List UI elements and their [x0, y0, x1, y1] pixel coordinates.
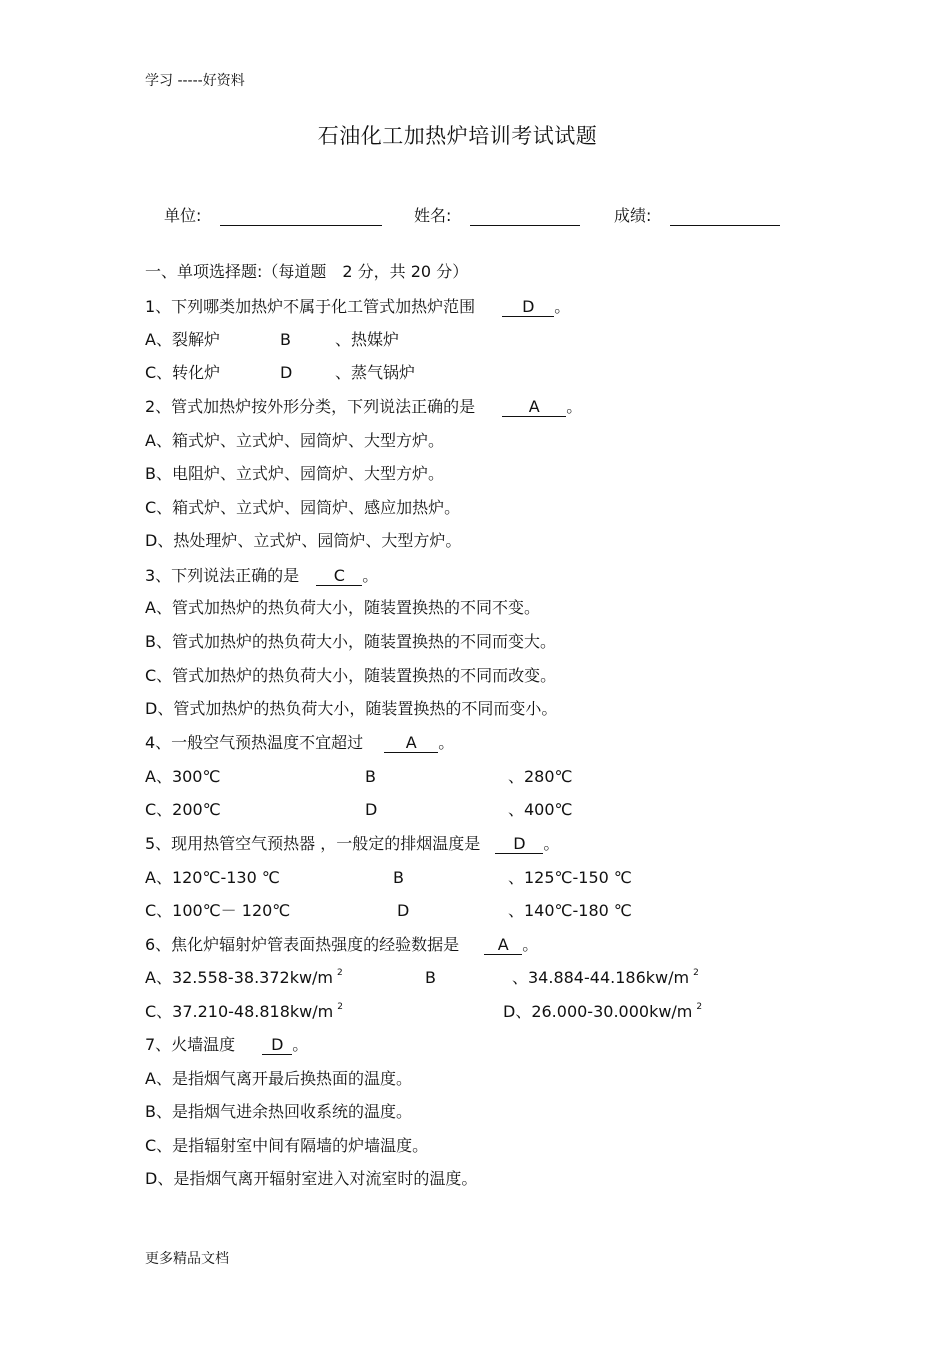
option-b-letter: B — [425, 968, 436, 987]
superscript: 2 — [337, 1002, 343, 1012]
superscript: 2 — [693, 968, 699, 978]
option-b: 、280℃ — [508, 767, 573, 786]
option-d: D、管式加热炉的热负荷大小，随装置换热的不同而变小。 — [145, 699, 558, 718]
question-stem: 1、下列哪类加热炉不属于化工管式加热炉范围 — [145, 297, 476, 316]
superscript: 2 — [337, 968, 343, 978]
unit-label: 单位: — [164, 206, 202, 225]
option-d: 、140℃-180 ℃ — [508, 901, 632, 920]
unit-field[interactable] — [220, 206, 382, 226]
option-c: C、37.210-48.818kw/m $^2$ — [145, 1002, 343, 1021]
question-tail: 。 — [522, 935, 539, 954]
option-d: D、是指烟气离开辐射室进入对流室时的温度。 — [145, 1169, 478, 1188]
option-a: A、是指烟气离开最后换热面的温度。 — [145, 1069, 412, 1088]
question-tail: 。 — [543, 834, 560, 853]
option-b-letter: B — [365, 767, 376, 786]
superscript: 2 — [696, 1002, 703, 1012]
option-d-letter: D — [365, 800, 378, 819]
question-stem: 3、下列说法正确的是 — [145, 566, 300, 585]
option-b: 、125℃-150 ℃ — [508, 868, 632, 887]
score-label: 成绩: — [614, 206, 652, 225]
question-3 — [145, 566, 378, 586]
question-1 — [145, 297, 570, 317]
option-d: D、热处理炉、立式炉、园筒炉、大型方炉。 — [145, 531, 462, 550]
question-tail: 。 — [292, 1035, 309, 1054]
option-b: B、是指烟气进余热回收系统的温度。 — [145, 1102, 412, 1121]
option-b: B、管式加热炉的热负荷大小，随装置换热的不同而变大。 — [145, 632, 556, 651]
option-c: C、转化炉 — [145, 363, 221, 382]
option-a: A、300℃ — [145, 767, 221, 786]
option-b-letter: B — [280, 330, 291, 349]
section-heading: 一、单项选择题:（每道题 2 分，共 20 分） — [145, 262, 469, 281]
answer-blank: A — [484, 935, 522, 955]
question-4 — [145, 733, 454, 753]
option-a: A、32.558-38.372kw/m $^2$ — [145, 968, 343, 987]
answer-blank: A — [384, 733, 438, 753]
question-tail: 。 — [438, 733, 455, 752]
option-c: C、箱式炉、立式炉、园筒炉、感应加热炉。 — [145, 498, 461, 517]
option-b-letter: B — [393, 868, 404, 887]
question-2 — [145, 397, 582, 417]
question-stem: 7、火墙温度 — [145, 1035, 236, 1054]
option-a: A、箱式炉、立式炉、园筒炉、大型方炉。 — [145, 431, 444, 450]
question-5 — [145, 834, 559, 854]
question-tail: 。 — [362, 566, 379, 585]
option-d: D、26.000-30.000kw/m $^2$ — [503, 1002, 703, 1021]
option-d: 、蒸气锅炉 — [335, 363, 416, 382]
option-c: C、是指辐射室中间有隔墙的炉墙温度。 — [145, 1136, 429, 1155]
option-b: 、热媒炉 — [335, 330, 400, 349]
question-7 — [145, 1035, 308, 1055]
answer-blank: D — [502, 297, 554, 317]
question-tail: 。 — [566, 397, 583, 416]
option-b: B、电阻炉、立式炉、园筒炉、大型方炉。 — [145, 464, 444, 483]
option-c: C、管式加热炉的热负荷大小，随装置换热的不同而改变。 — [145, 666, 557, 685]
answer-blank: D — [262, 1035, 292, 1055]
answer-blank: C — [316, 566, 362, 586]
option-c: C、200℃ — [145, 800, 221, 819]
name-label: 姓名: — [414, 206, 452, 225]
question-tail: 。 — [554, 297, 571, 316]
score-field[interactable] — [670, 206, 780, 226]
option-a: A、120℃-130 ℃ — [145, 868, 280, 887]
page-footer: 更多精品文档 — [145, 1251, 229, 1267]
option-b: 、34.884-44.186kw/m $^2$ — [512, 968, 699, 987]
question-stem: 2、管式加热炉按外形分类，下列说法正确的是 — [145, 397, 476, 416]
option-d-letter: D — [280, 363, 293, 382]
name-field[interactable] — [470, 206, 580, 226]
option-a: A、裂解炉 — [145, 330, 220, 349]
question-stem: 4、一般空气预热温度不宜超过 — [145, 733, 364, 752]
answer-blank: D — [495, 834, 543, 854]
option-a: A、管式加热炉的热负荷大小，随装置换热的不同不变。 — [145, 598, 540, 617]
page-header: 学习 -----好资料 — [145, 73, 245, 89]
answer-blank: A — [502, 397, 566, 417]
option-d: 、400℃ — [508, 800, 573, 819]
question-stem: 5、现用热管空气预热器 ，一般定的排烟温度是 — [145, 834, 481, 853]
page-title: 石油化工加热炉培训考试试题 — [317, 124, 598, 148]
question-stem: 6、焦化炉辐射炉管表面热强度的经验数据是 — [145, 935, 460, 954]
question-6 — [145, 935, 538, 955]
option-d-letter: D — [397, 901, 410, 920]
option-c: C、100℃－ 120℃ — [145, 901, 291, 920]
